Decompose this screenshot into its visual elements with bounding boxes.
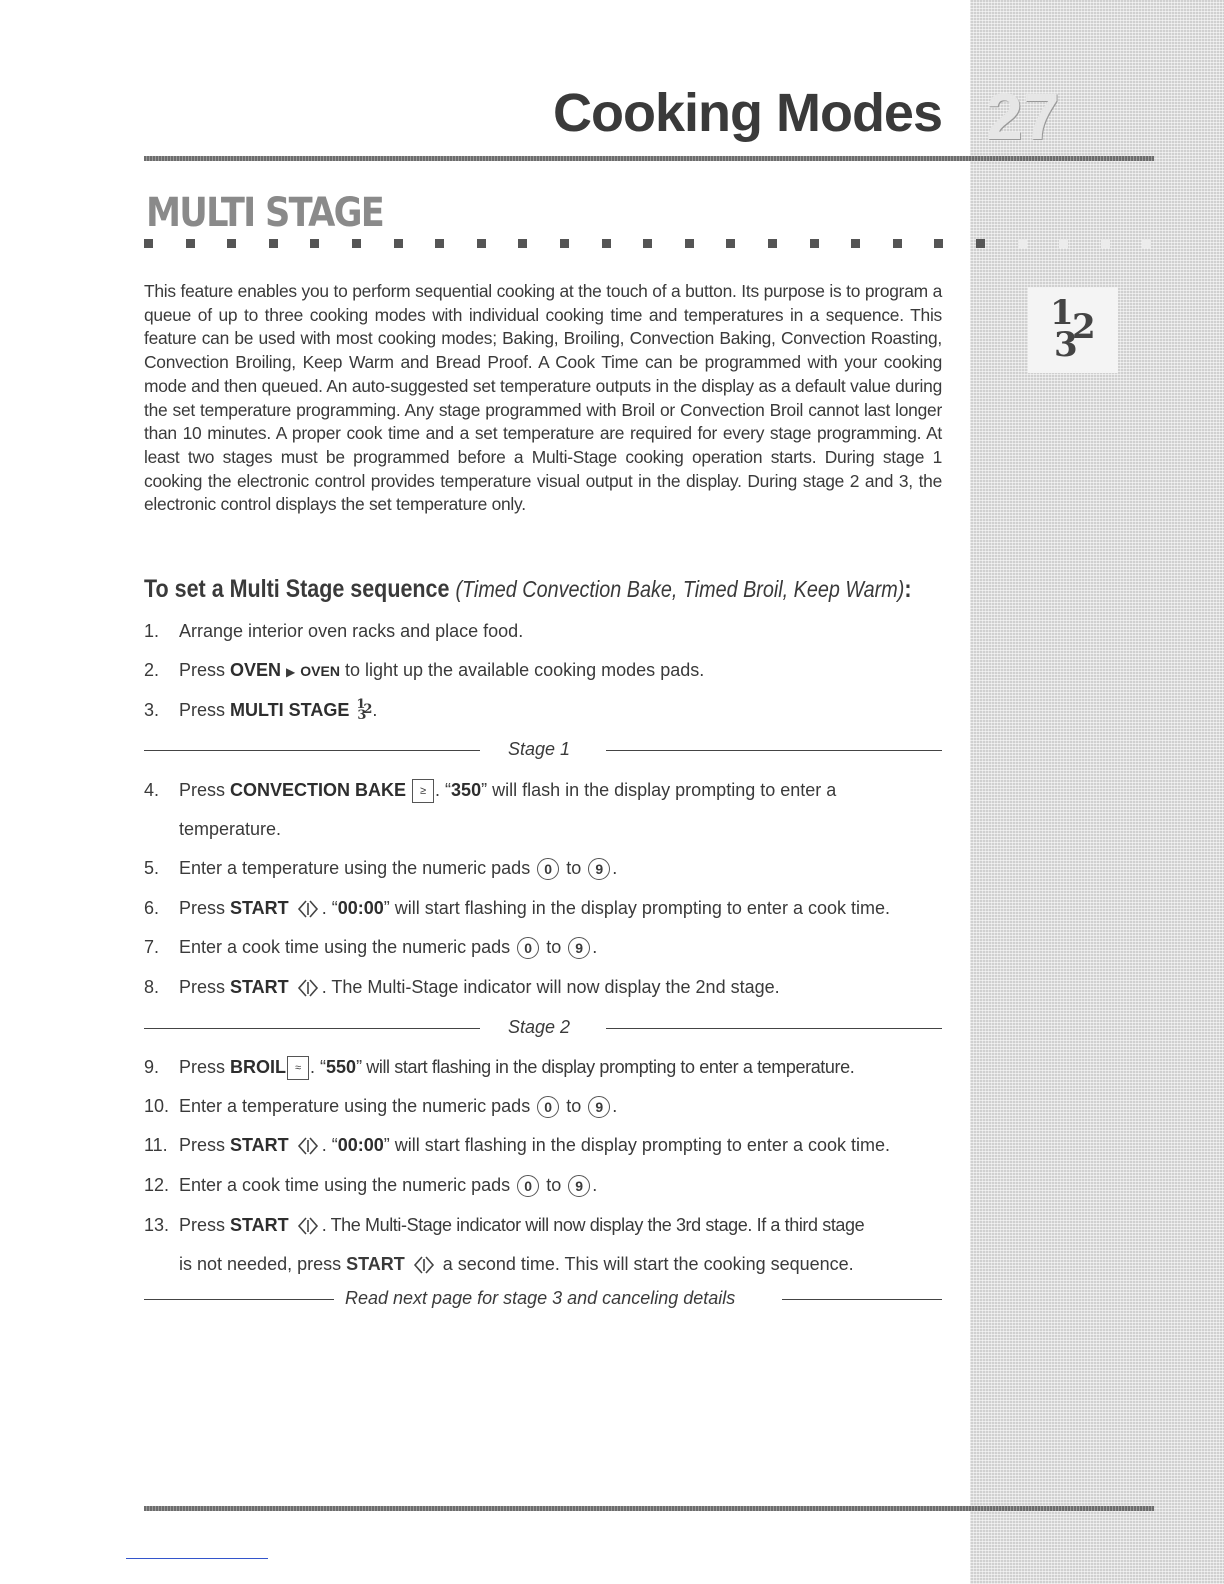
rule-dot bbox=[435, 239, 444, 248]
step-continuation: is not needed, press START a second time. This will start the cooking sequence. bbox=[179, 1254, 854, 1276]
multi-stage-icon-digit: 3 bbox=[1054, 325, 1078, 365]
page-sidebar-texture bbox=[970, 0, 1224, 1584]
step-item: 13. Press START . The Multi-Stage indicator will now display the 3rd stage. If a third stage bbox=[144, 1215, 864, 1237]
step-continuation: temperature. bbox=[179, 819, 282, 839]
procedure-heading-modes: (Timed Convection Bake, Timed Broil, Keep Warm) bbox=[455, 576, 905, 602]
numeric-pad-0-icon: 0 bbox=[517, 937, 539, 959]
start-icon bbox=[297, 1135, 319, 1157]
numeric-pad-9-icon: 9 bbox=[588, 1096, 610, 1118]
rule-dot bbox=[1059, 239, 1068, 248]
step-item: 10. Enter a temperature using the numeric pads 0 to 9 . bbox=[144, 1096, 617, 1118]
rule-dot bbox=[976, 239, 985, 248]
start-icon bbox=[297, 1215, 319, 1237]
header-rule bbox=[144, 156, 1154, 161]
step-item: 12. Enter a cook time using the numeric pads 0 to 9 . bbox=[144, 1175, 597, 1197]
numeric-pad-0-icon: 0 bbox=[517, 1175, 539, 1197]
step-item: 9. Press BROIL ≈ . “550” will start flashing in the display prompting to enter a temperature. bbox=[144, 1056, 854, 1080]
rule-dot bbox=[1018, 239, 1027, 248]
step-item: 11. Press START . “00:00” will start flashing in the display prompting to enter a cook time. bbox=[144, 1135, 890, 1157]
multi-stage-icon-digit: 2 bbox=[1072, 307, 1096, 347]
rule-dot bbox=[269, 239, 278, 248]
procedure-heading: To set a Multi Stage sequence (Timed Convection Bake, Timed Broil, Keep Warm): bbox=[144, 575, 912, 603]
rule-dot bbox=[851, 239, 860, 248]
numeric-pad-0-icon: 0 bbox=[537, 1096, 559, 1118]
rule-dot bbox=[643, 239, 652, 248]
section-title: MULTI STAGE bbox=[146, 190, 384, 236]
step-item: 2. Press OVEN ▶ OVEN to light up the available cooking modes pads. bbox=[144, 660, 705, 680]
rule-dot bbox=[726, 239, 735, 248]
rule-dot bbox=[394, 239, 403, 248]
rule-dot bbox=[560, 239, 569, 248]
footer-link-line bbox=[126, 1558, 268, 1559]
stage-divider: Stage 1 bbox=[144, 739, 942, 761]
page-title: Cooking Modes bbox=[553, 83, 942, 143]
next-page-note: Read next page for stage 3 and canceling details bbox=[144, 1288, 942, 1310]
rule-dot bbox=[352, 239, 361, 248]
multi-stage-icon: 1 2 3 bbox=[356, 697, 373, 724]
rule-dot bbox=[934, 239, 943, 248]
rule-dot bbox=[1101, 239, 1110, 248]
intro-paragraph: This feature enables you to perform sequential cooking at the touch of a button. Its purpose is to program a queue of up to three cooking modes with individual cooking time and temperatures in a sequence. This feature can be used with most cooking modes; Baking, Broiling, Convection Baking, Convection Roasting, Convection Broiling, Keep Warm and Bread Proof. A Cook Time can be programmed with your cooking mode and then queued. An auto-suggested set temperature outputs in the display as a default value during the set temperature programming. Any stage programmed with Broil or Convection Broil cannot last longer than 10 minutes. A proper cook time and a set temperature are required for every stage programming. At least two stages must be programmed before a Multi-Stage cooking operation starts. During stage 1 cooking the electronic control provides temperature visual output in the display. During stage 2 and 3, the electronic control displays the set temperature only. bbox=[144, 281, 942, 515]
rule-dot bbox=[186, 239, 195, 248]
convection-bake-icon: ≥ bbox=[412, 779, 434, 803]
numeric-pad-0-icon: 0 bbox=[537, 858, 559, 880]
numeric-pad-9-icon: 9 bbox=[588, 858, 610, 880]
rule-dot bbox=[227, 239, 236, 248]
step-item: 7. Enter a cook time using the numeric pads 0 to 9 . bbox=[144, 937, 597, 959]
rule-dot bbox=[685, 239, 694, 248]
rule-dot bbox=[768, 239, 777, 248]
stage-divider: Stage 2 bbox=[144, 1017, 942, 1039]
rule-dot bbox=[310, 239, 319, 248]
numeric-pad-9-icon: 9 bbox=[568, 937, 590, 959]
step-item: 1. Arrange interior oven racks and place food. bbox=[144, 621, 524, 641]
page-number: 27 bbox=[986, 79, 1060, 153]
arrow-right-icon: ▶ bbox=[286, 665, 296, 679]
rule-dot bbox=[144, 239, 153, 248]
rule-dot bbox=[518, 239, 527, 248]
start-icon bbox=[297, 898, 319, 920]
rule-dot bbox=[810, 239, 819, 248]
section-dotted-rule bbox=[144, 239, 1154, 251]
rule-dot bbox=[602, 239, 611, 248]
start-icon bbox=[413, 1254, 435, 1276]
rule-dot bbox=[1142, 239, 1151, 248]
numeric-pad-9-icon: 9 bbox=[568, 1175, 590, 1197]
oven-key-label: OVEN bbox=[230, 660, 282, 680]
step-item: 5. Enter a temperature using the numeric pads 0 to 9 . bbox=[144, 858, 617, 880]
step-item: 8. Press START . The Multi-Stage indicator will now display the 2nd stage. bbox=[144, 977, 780, 999]
start-icon bbox=[297, 977, 319, 999]
rule-dot bbox=[477, 239, 486, 248]
step-item: 6. Press START . “00:00” will start flashing in the display prompting to enter a cook time. bbox=[144, 898, 890, 920]
step-item: 3. Press MULTI STAGE 1 2 3 . bbox=[144, 697, 378, 724]
oven-key-label: OVEN bbox=[300, 663, 340, 679]
footer-rule bbox=[144, 1506, 1154, 1511]
multi-stage-icon bbox=[1028, 287, 1118, 373]
broil-icon: ≈ bbox=[287, 1056, 309, 1080]
multi-stage-icon-digit: 1 bbox=[1050, 293, 1074, 333]
rule-dot bbox=[893, 239, 902, 248]
step-item: 4. Press CONVECTION BAKE ≥ . “350” will flash in the display prompting to enter a bbox=[144, 779, 942, 803]
